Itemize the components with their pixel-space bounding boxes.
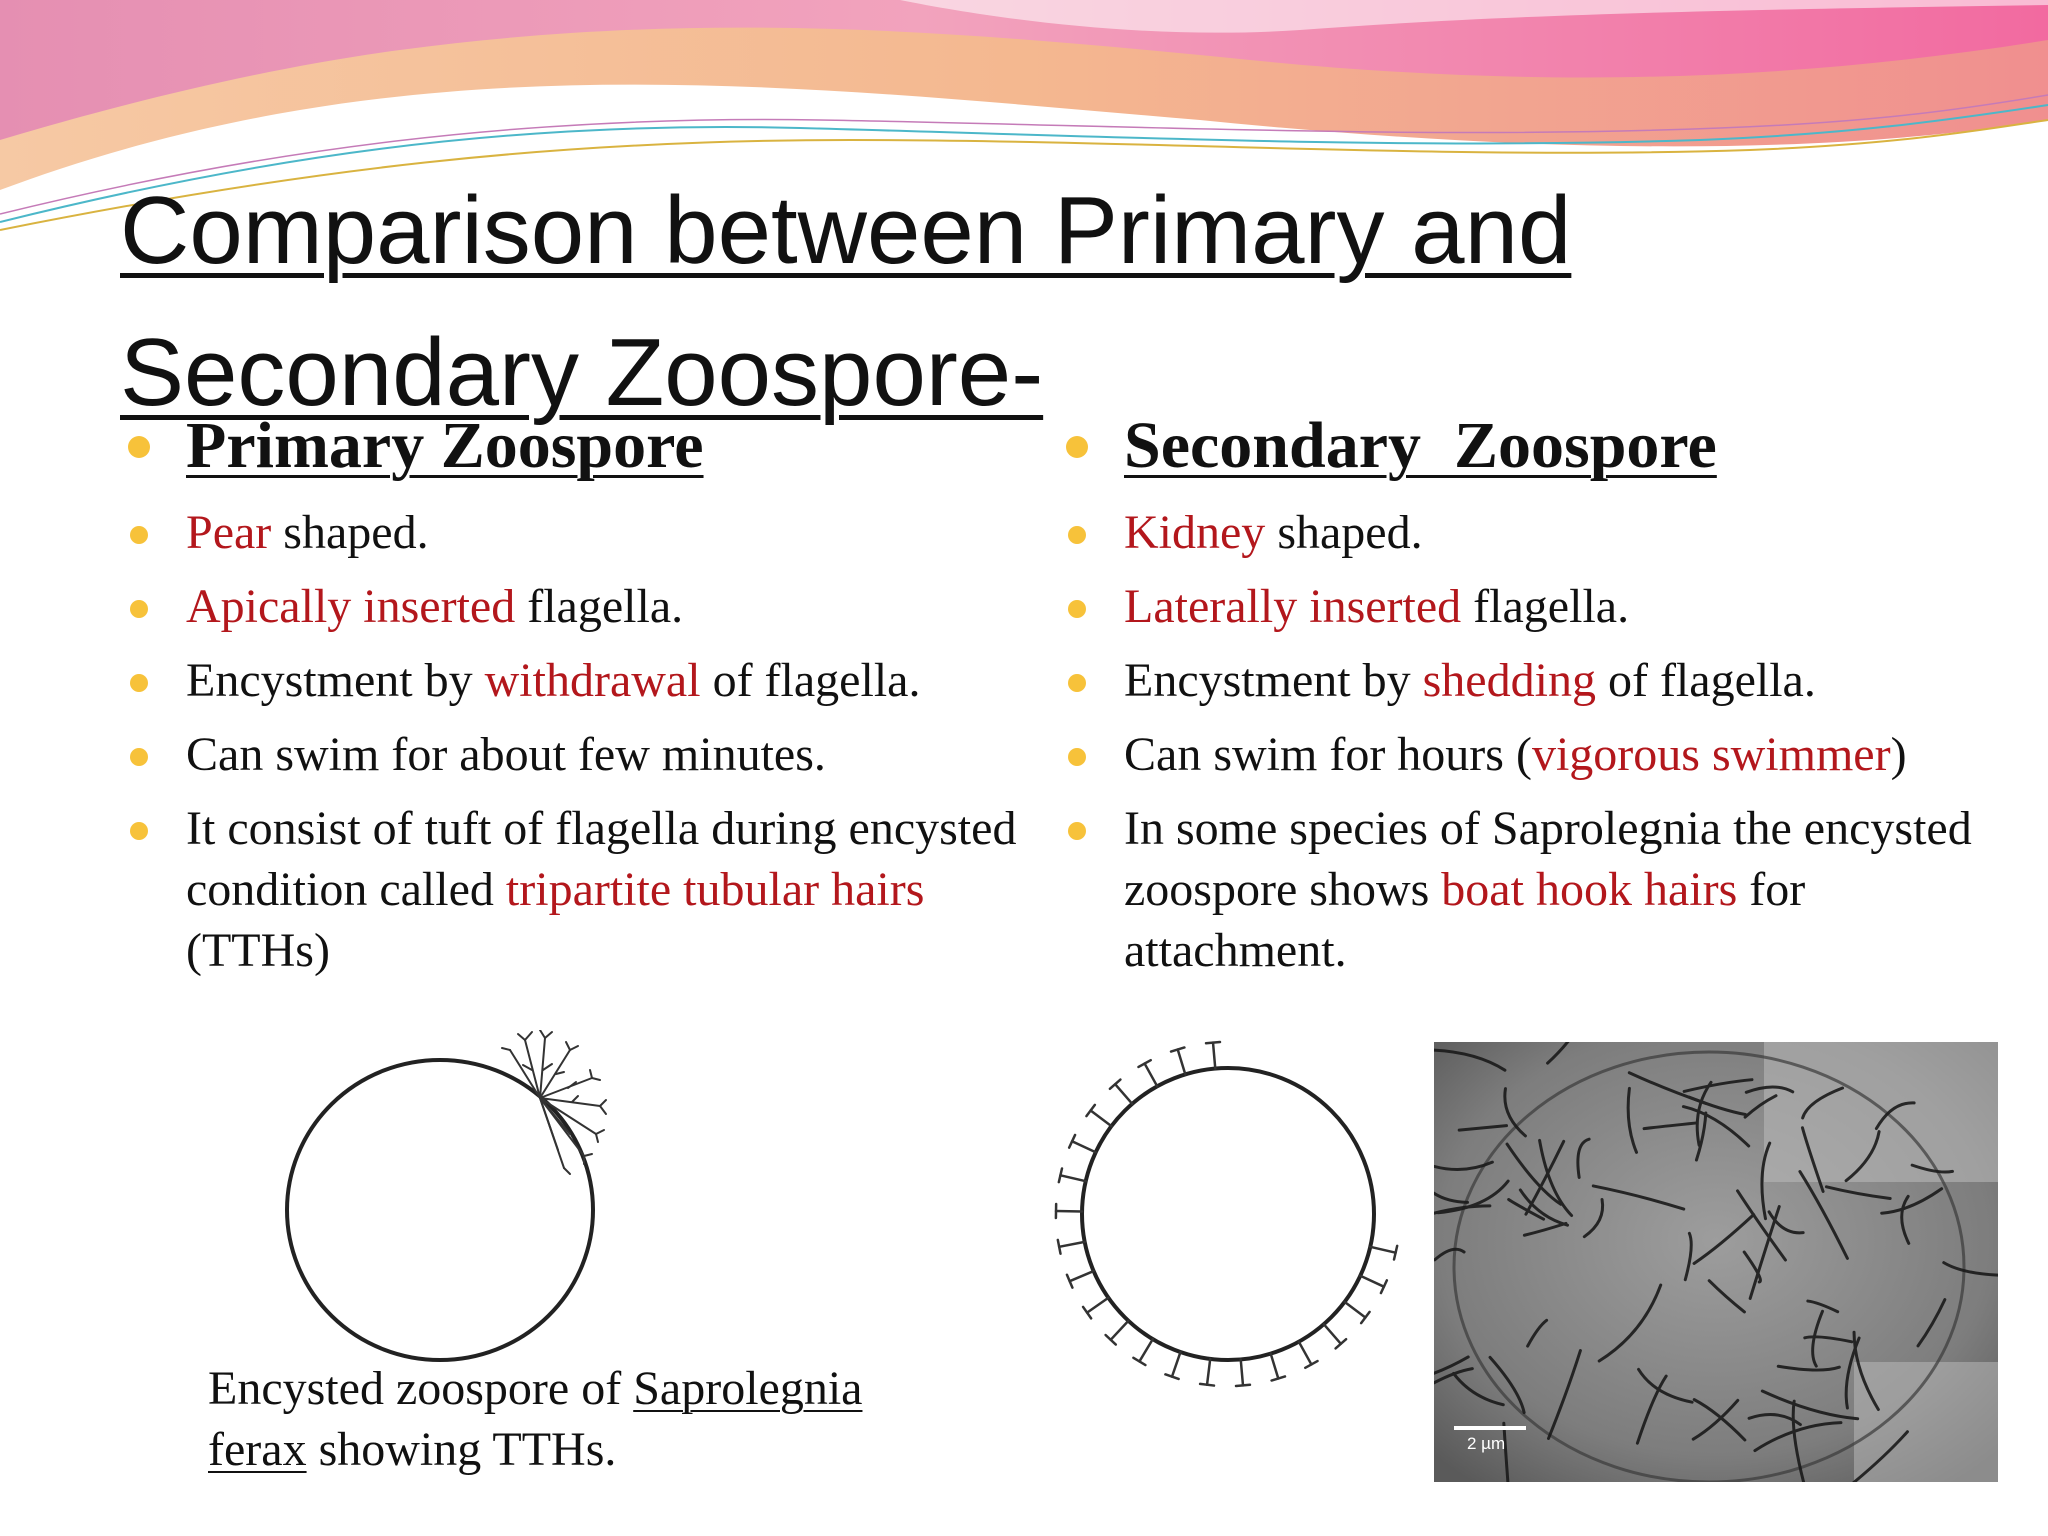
species-epithet: ferax <box>208 1423 307 1476</box>
bullet-icon <box>130 748 148 766</box>
boat-hook-hair <box>1271 1354 1285 1381</box>
boat-hook-hair <box>1086 1105 1111 1126</box>
secondary-heading: Secondary Zoospore <box>1062 406 2022 486</box>
boat-hook-hair <box>1056 1204 1082 1218</box>
micrograph-texture <box>1434 1042 1998 1482</box>
boat-hook-hair <box>1106 1321 1129 1345</box>
list-item: Kidney shaped. <box>1062 502 2022 563</box>
bullet-icon <box>1068 600 1086 618</box>
list-item: Apically inserted flagella. <box>124 576 1024 637</box>
boat-hook-hairs-diagram <box>1028 1028 1428 1408</box>
encysted-zoospore-tth-diagram <box>270 1030 630 1370</box>
figure-caption: Encysted zoospore of Saprolegnia ferax showing TTHs. <box>208 1362 863 1476</box>
boat-hook-hair <box>1133 1339 1152 1365</box>
list-item: Encystment by shedding of flagella. <box>1062 650 2022 711</box>
list-item: Encystment by withdrawal of flagella. <box>124 650 1024 711</box>
boat-hook-hair <box>1059 1168 1086 1182</box>
scale-bar-label: 2 µm <box>1467 1434 1506 1453</box>
boat-hook-hair <box>1299 1342 1318 1368</box>
boat-hook-hair <box>1345 1302 1370 1323</box>
boat-hook-hair <box>1138 1060 1157 1086</box>
bullet-icon <box>130 600 148 618</box>
primary-list <box>124 502 1024 981</box>
boat-hook-hair <box>1058 1240 1085 1254</box>
primary-heading: Primary Zoospore <box>124 406 1024 486</box>
boat-hook-hair <box>1236 1359 1250 1386</box>
primary-zoospore-figure <box>270 1030 630 1370</box>
bullet-icon <box>1068 674 1086 692</box>
list-item: Can swim for hours (vigorous swimmer) <box>1062 724 2022 785</box>
electron-micrograph-image <box>1434 1042 1998 1482</box>
boat-hook-hair <box>1069 1135 1096 1152</box>
list-item: Pear shaped. <box>124 502 1024 563</box>
boat-hook-hair <box>1165 1352 1180 1379</box>
boat-hook-hair <box>1110 1080 1132 1104</box>
bullet-icon <box>130 526 148 544</box>
primary-zoospore-column <box>124 406 1024 994</box>
secondary-list <box>1062 502 2022 981</box>
bullet-icon <box>1066 436 1088 458</box>
bullet-icon <box>1068 822 1086 840</box>
list-item: In some species of Saprolegnia the encysted zoospore shows boat hook hairs for attachment. <box>1062 798 2022 981</box>
boat-hook-hair <box>1083 1298 1108 1319</box>
boat-hook-hair <box>1370 1246 1397 1260</box>
title-line-2: Secondary Zoospore- <box>120 319 1044 426</box>
boat-hook-hair <box>1360 1276 1387 1293</box>
bullet-icon <box>128 436 150 458</box>
bullet-icon <box>130 822 148 840</box>
secondary-zoospore-figure <box>1028 1028 1428 1408</box>
boat-hook-hair <box>1206 1042 1220 1069</box>
species-name: Saprolegnia <box>633 1362 863 1415</box>
bullet-icon <box>1068 748 1086 766</box>
slide-title <box>120 160 1820 444</box>
secondary-zoospore-column <box>1062 406 2022 994</box>
list-item: It consist of tuft of flagella during encysted condition called tripartite tubular hairs (TTHs) <box>124 798 1024 981</box>
title-line-1: Comparison between Primary and <box>120 177 1572 284</box>
boat-hook-hair <box>1171 1047 1185 1074</box>
list-item: Laterally inserted flagella. <box>1062 576 2022 637</box>
bullet-icon <box>130 674 148 692</box>
boat-hook-hair <box>1200 1359 1214 1386</box>
bullet-icon <box>1068 526 1086 544</box>
list-item: Can swim for about few minutes. <box>124 724 1024 785</box>
boat-hook-hair <box>1324 1324 1346 1348</box>
boat-hook-hair <box>1067 1271 1094 1288</box>
